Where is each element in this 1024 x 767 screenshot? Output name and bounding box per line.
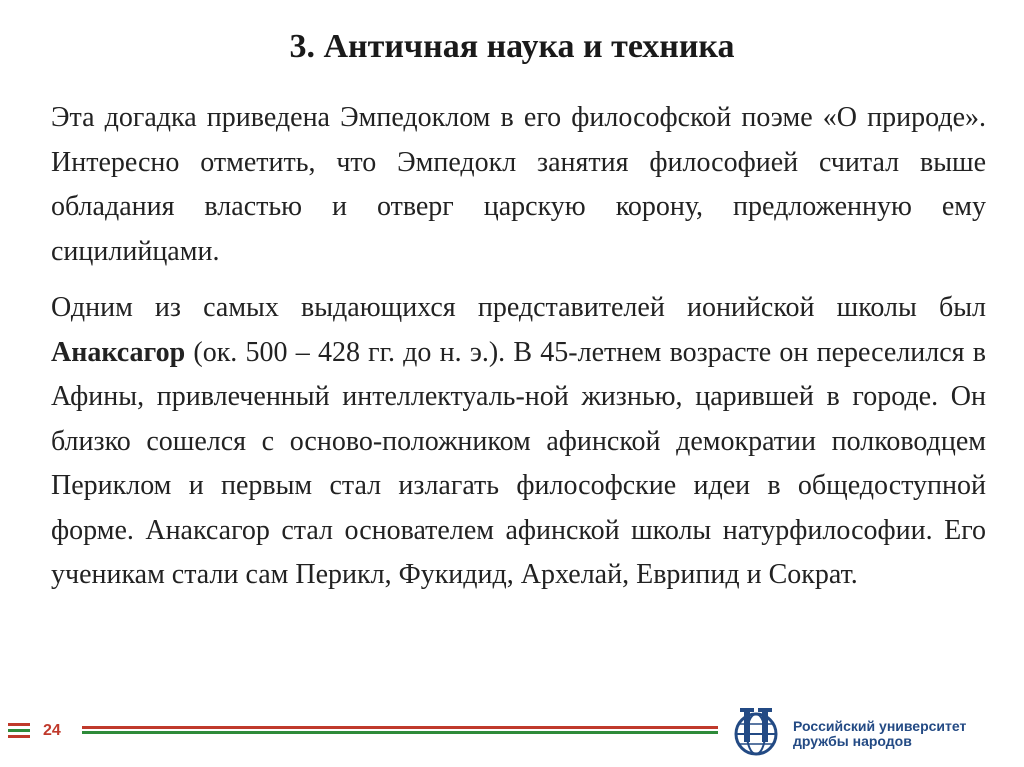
paragraph-anaxagoras — [51, 286, 986, 598]
university-name-line2: дружбы народов — [793, 733, 912, 749]
university-emblem-icon — [726, 704, 786, 758]
footer-left-stripes — [8, 719, 30, 741]
page-number: 24 — [43, 722, 61, 739]
paragraph-lead: Одним из самых выдающихся представителей ионийской школы был — [51, 292, 986, 323]
university-name — [793, 719, 1003, 749]
paragraph-empedocles: Эта догадка приведена Эмпедоклом в его философской поэме «О природе». Интересно отметить, что Эмпедокл занятия философией считал выше обладания властью и отверг царскую корону, предложенную ему сицилийцами. — [51, 102, 986, 267]
slide-title: 3. Античная наука и техника — [289, 28, 735, 65]
university-name-line1: Российский университет — [793, 718, 967, 734]
anaxagoras-name: Анаксагор — [51, 336, 186, 368]
slide-footer — [0, 716, 1024, 756]
paragraph-rest: (ок. 500 – 428 гг. до н. э.). В 45-летнем возрасте он переселился в Афины, привлеченный интеллектуаль-ной жизнью, царившей в городе. Он близко сошелся с осново-положником афинской демократии полководцем Периклом и первым стал излагать философские идеи в общедоступной форме. Анаксагор стал основателем афинской школы натурфилософии. Его ученикам стали сам Перикл, Фукидид, Архелай, Еврипид и Сократ. — [51, 336, 986, 590]
footer-stripes — [82, 726, 718, 736]
